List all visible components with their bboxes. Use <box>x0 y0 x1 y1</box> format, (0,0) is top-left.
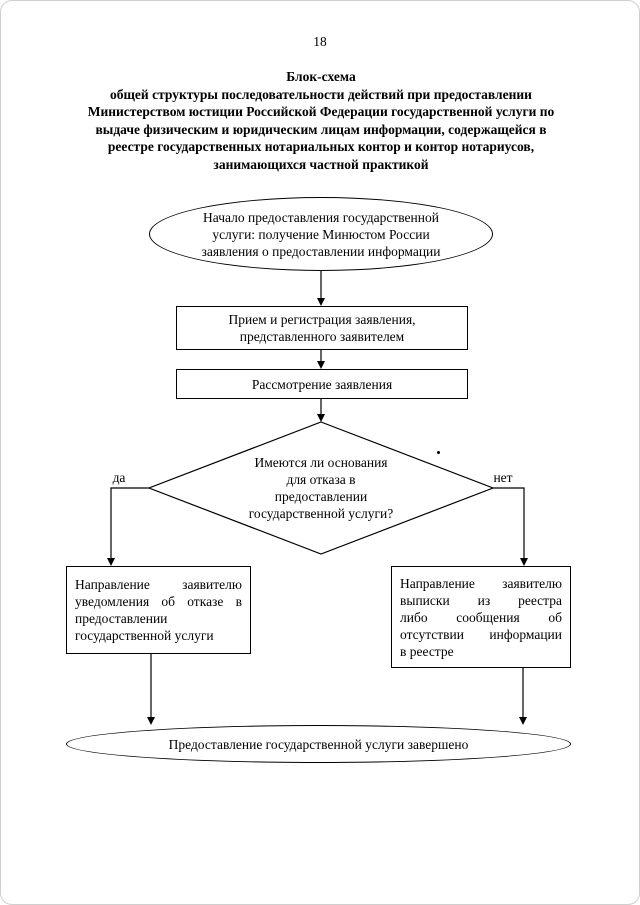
no-branch-label: нет <box>493 470 513 485</box>
arrowhead <box>107 558 115 566</box>
step-registry-extract <box>391 566 571 668</box>
text-line: либо сообщения об <box>400 609 562 625</box>
text-line: в реестре <box>400 643 454 659</box>
text-line: отсутствии информации <box>400 626 562 642</box>
arrowhead <box>317 414 325 422</box>
no-branch-line <box>493 488 524 558</box>
start-terminator <box>149 197 493 271</box>
text-line: для отказа в <box>286 472 356 487</box>
step-receive-registration <box>176 306 468 350</box>
text-line: Прием и регистрация заявления, <box>228 312 416 327</box>
yes-branch-line <box>111 488 149 558</box>
step-refusal-notification <box>66 566 251 654</box>
text-line: Имеются ли основания <box>254 455 388 470</box>
flowchart-connectors <box>1 1 640 905</box>
text-line: представленного заявителем <box>239 329 405 344</box>
yes-branch-label: да <box>112 470 126 485</box>
text-line: услуги: получение Минюстом России <box>212 226 430 242</box>
arrowhead <box>520 558 528 566</box>
title-line: Министерством юстиции Российской Федерации государственной услуги по <box>87 104 555 119</box>
title-line: Блок-схема <box>286 69 356 84</box>
title-line: общей структуры последовательности действий при предоставлении <box>110 86 532 102</box>
text-line: заявления о предоставлении информации <box>201 243 441 259</box>
text-line: предоставлении <box>75 611 168 626</box>
arrowhead <box>147 717 155 725</box>
title-line: выдаче физическим и юридическим лицам информации, содержащейся в <box>95 121 547 137</box>
decision-question <box>226 454 416 522</box>
title-line: реестре государственных нотариальных контор и контор нотариусов, <box>107 139 535 154</box>
page-number: 18 <box>313 34 327 49</box>
text-line: Направление заявителю <box>400 575 562 591</box>
text-line: государственной услуги? <box>248 506 394 521</box>
text-line: Предоставление государственной услуги завершено <box>168 736 469 752</box>
end-terminator <box>66 725 571 763</box>
arrowhead <box>317 298 325 306</box>
text-line: предоставлении <box>274 489 368 504</box>
text-line: Направление заявителю <box>75 577 242 592</box>
scan-speck <box>437 451 440 454</box>
text-line: выписки из реестра <box>400 592 562 608</box>
step-review-application <box>176 369 468 399</box>
text-line: уведомления об отказе в <box>75 594 242 609</box>
text-line: Рассмотрение заявления <box>251 376 393 392</box>
text-line: Начало предоставления государственной <box>203 209 439 225</box>
text-line: государственной услуги <box>75 628 214 643</box>
arrowhead <box>519 717 527 725</box>
arrowhead <box>317 361 325 369</box>
title-line: занимающихся частной практикой <box>213 156 429 172</box>
